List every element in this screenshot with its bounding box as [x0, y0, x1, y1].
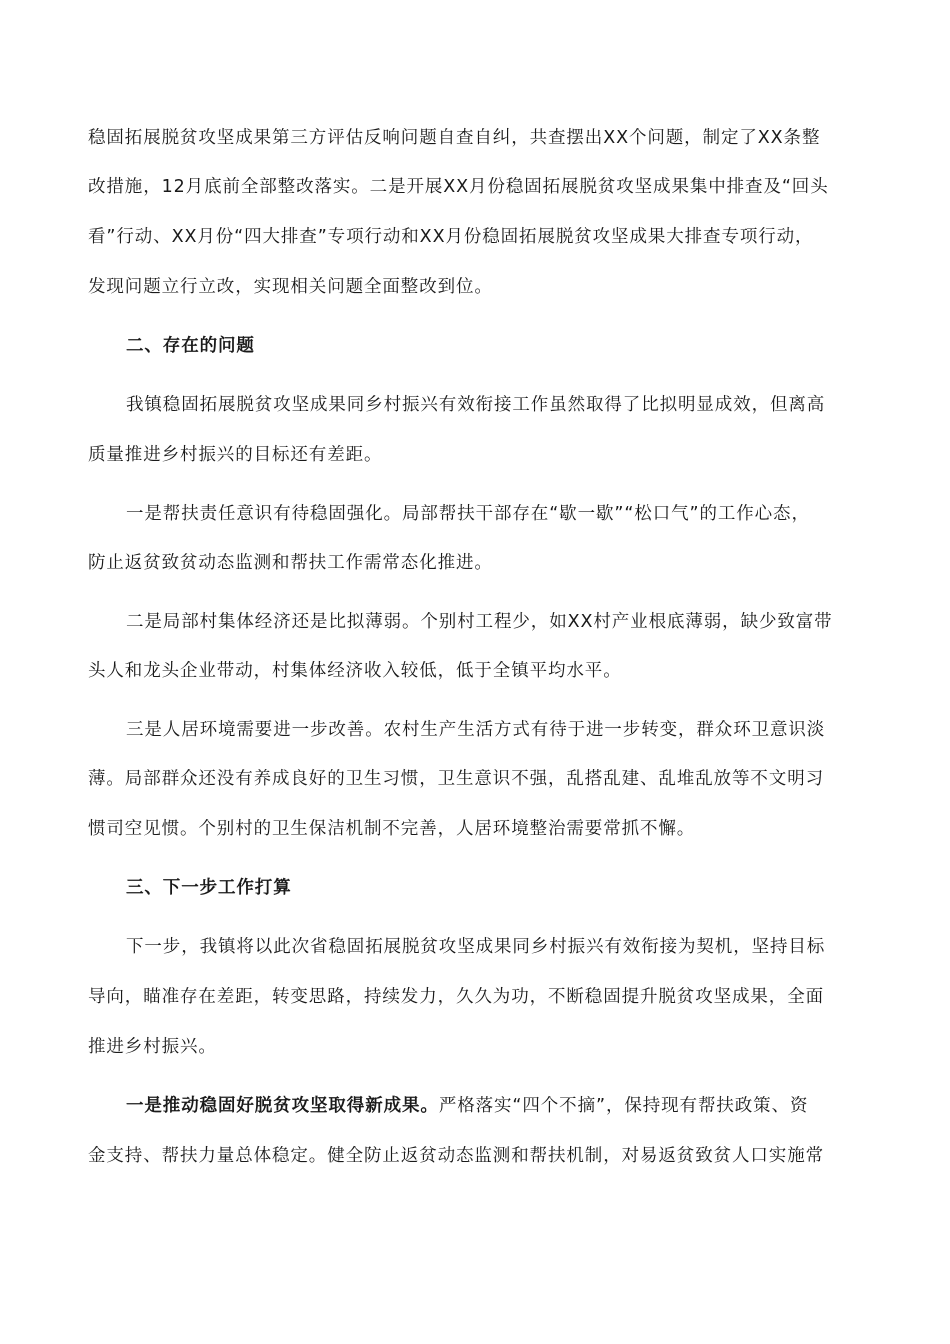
paragraph-line: 薄。局部群众还没有养成良好的卫生习惯，卫生意识不强，乱搭乱建、乱堆乱放等不文明习: [88, 769, 824, 789]
section-heading-problems: 二、存在的问题: [126, 336, 255, 356]
paragraph-line: 发现问题立行立改，实现相关问题全面整改到位。: [88, 277, 493, 297]
paragraph-line: 改措施，12月底前全部整改落实。二是开展XX月份稳固拓展脱贫攻坚成果集中排查及“回头: [88, 177, 829, 197]
paragraph-line: [126, 1094, 808, 1118]
paragraph-line: 二是局部村集体经济还是比拟薄弱。个别村工程少，如XX村产业根底薄弱，缺少致富带: [126, 612, 833, 632]
paragraph-line: 推进乡村振兴。: [88, 1037, 217, 1057]
paragraph-line: 头人和龙头企业带动，村集体经济收入较低，低于全镇平均水平。: [88, 661, 622, 681]
paragraph-line: 金支持、帮扶力量总体稳定。健全防止返贫动态监测和帮扶机制，对易返贫致贫人口实施常: [88, 1146, 824, 1166]
section-heading-next-steps: 三、下一步工作打算: [126, 878, 292, 898]
paragraph-lead-bold: 一是推动稳固好脱贫攻坚取得新成果。: [126, 1096, 439, 1116]
paragraph-line: 稳固拓展脱贫攻坚成果第三方评估反响问题自查自纠，共查摆出XX个问题，制定了XX条整: [88, 128, 821, 148]
paragraph-line: 质量推进乡村振兴的目标还有差距。: [88, 445, 383, 465]
paragraph-line: 我镇稳固拓展脱贫攻坚成果同乡村振兴有效衔接工作虽然取得了比拟明显成效，但离高: [126, 395, 826, 415]
paragraph-line: 三是人居环境需要进一步改善。农村生产生活方式有待于进一步转变，群众环卫意识淡: [126, 720, 826, 740]
paragraph-line: 导向，瞄准存在差距，转变思路，持续发力，久久为功，不断稳固提升脱贫攻坚成果，全面: [88, 987, 824, 1007]
paragraph-line: 一是帮扶责任意识有待稳固强化。局部帮扶干部存在“歇一歇”“松口气”的工作心态，: [126, 504, 810, 524]
paragraph-line: 看”行动、XX月份“四大排查”专项行动和XX月份稳固拓展脱贫攻坚成果大排查专项行动，: [88, 227, 814, 247]
paragraph-line: 防止返贫致贫动态监测和帮扶工作需常态化推进。: [88, 553, 493, 573]
paragraph-line: 惯司空见惯。个别村的卫生保洁机制不完善，人居环境整治需要常抓不懈。: [88, 819, 696, 839]
paragraph-line: 下一步，我镇将以此次省稳固拓展脱贫攻坚成果同乡村振兴有效衔接为契机，坚持目标: [126, 937, 826, 957]
paragraph-text: 严格落实“四个不摘”，保持现有帮扶政策、资: [438, 1096, 809, 1116]
